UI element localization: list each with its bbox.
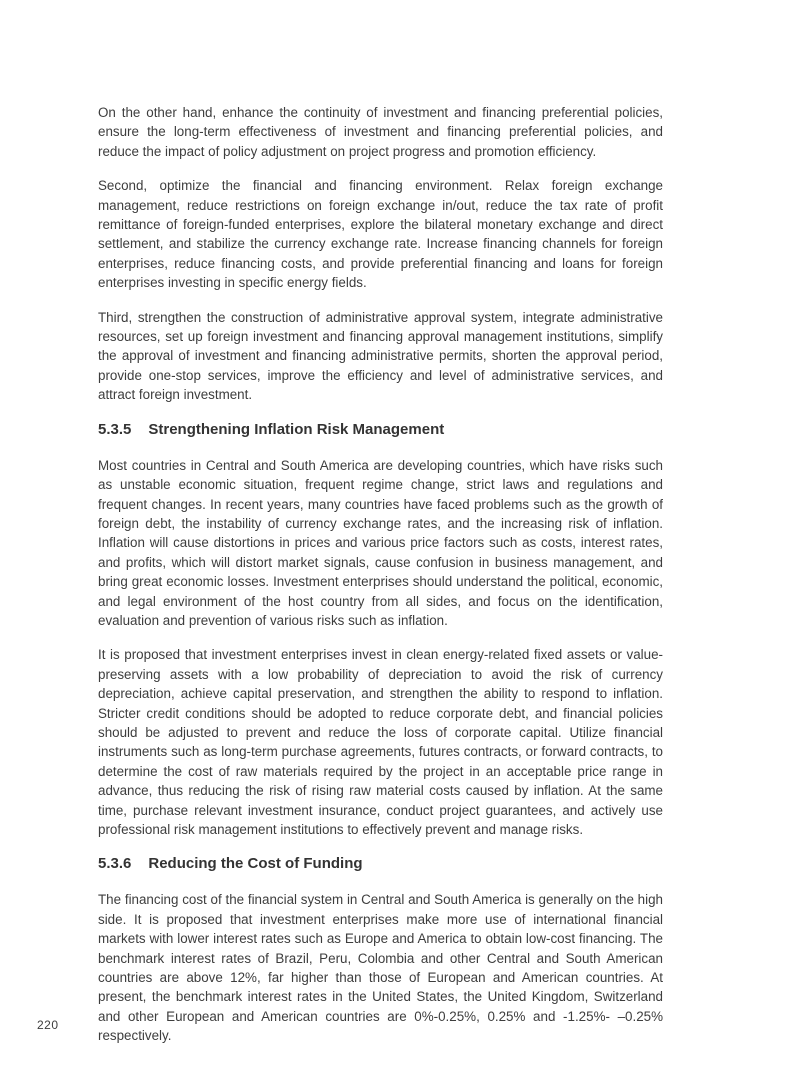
paragraph: On the other hand, enhance the continuity of investment and financing preferential policies, ensure the long-term effectiveness of investment and financing preferential policies, and reduce the impact of policy adjustment on project progress and promotion efficiency.	[98, 105, 663, 159]
heading-number: 5.3.5	[98, 420, 132, 438]
heading-title: Reducing the Cost of Funding	[148, 855, 363, 873]
section-heading-5-3-5	[98, 420, 663, 440]
paragraph: Third, strengthen the construction of administrative approval system, integrate administrative resources, set up foreign investment and financing approval management institutions, simplify the approval of investment and financing administrative permits, shorten the approval period, provide one-stop services, improve the efficiency and level of administrative services, and attract foreign investment.	[98, 309, 663, 403]
paragraph: Most countries in Central and South America are developing countries, which have risks such as unstable economic situation, frequent regime change, strict laws and regulations and frequent changes. In recent years, many countries have faced problems such as the growth of foreign debt, the instability of currency exchange rates, and the increasing risk of inflation. Inflation will cause distortions in prices and various price factors such as costs, interest rates, and profits, which will distort market signals, cause confusion in business management, and bring great economic losses. Investment enterprises should understand the political, economic, and legal environment of the host country from all sides, and focus on the identification, evaluation and prevention of various risks such as inflation.	[98, 457, 663, 628]
page-number: 220	[37, 1018, 59, 1032]
paragraph: The financing cost of the financial system in Central and South America is generally on the high side. It is proposed that investment enterprises make more use of international financial markets with lower interest rates such as Europe and America to obtain low-cost financing. The benchmark interest rates of Brazil, Peru, Colombia and other Central and South American countries are above 12%, far higher than those of European and American countries. At present, the benchmark interest rates in the United States, the United Kingdom, Switzerland and other European and American countries are 0%-0.25%, 0.25% and -1.25%- –0.25% respectively.	[98, 892, 663, 1044]
heading-title: Strengthening Inflation Risk Management	[148, 420, 445, 438]
page-footer	[37, 1016, 59, 1034]
paragraph: Second, optimize the financial and financing environment. Relax foreign exchange management, reduce restrictions on foreign exchange in/out, reduce the tax rate of profit remittance of foreign-funded enterprises, explore the bilateral monetary exchange and direct settlement, and stabilize the currency exchange rate. Increase financing channels for foreign enterprises, reduce financing costs, and provide preferential financing and loans for foreign enterprises investing in specific energy fields.	[98, 178, 663, 291]
section-heading-5-3-6	[98, 854, 663, 874]
text-block	[98, 103, 663, 1061]
heading-number: 5.3.6	[98, 855, 132, 873]
paragraph: It is proposed that investment enterprises invest in clean energy-related fixed assets or value-preserving assets with a low probability of depreciation to avoid the risk of currency depreciation, achieve capital preservation, and strengthen the ability to respond to inflation. Stricter credit conditions should be adopted to reduce corporate debt, and financial policies should be adjusted to prevent and reduce the loss of corporate capital. Utilize financial instruments such as long-term purchase agreements, futures contracts, or forward contracts, to determine the cost of raw materials required by the project in an acceptable price range in advance, thus reducing the risk of rising raw material costs caused by inflation. At the same time, purchase relevant investment insurance, conduct project guarantees, and actively use professional risk management institutions to effectively prevent and manage risks.	[98, 647, 663, 837]
